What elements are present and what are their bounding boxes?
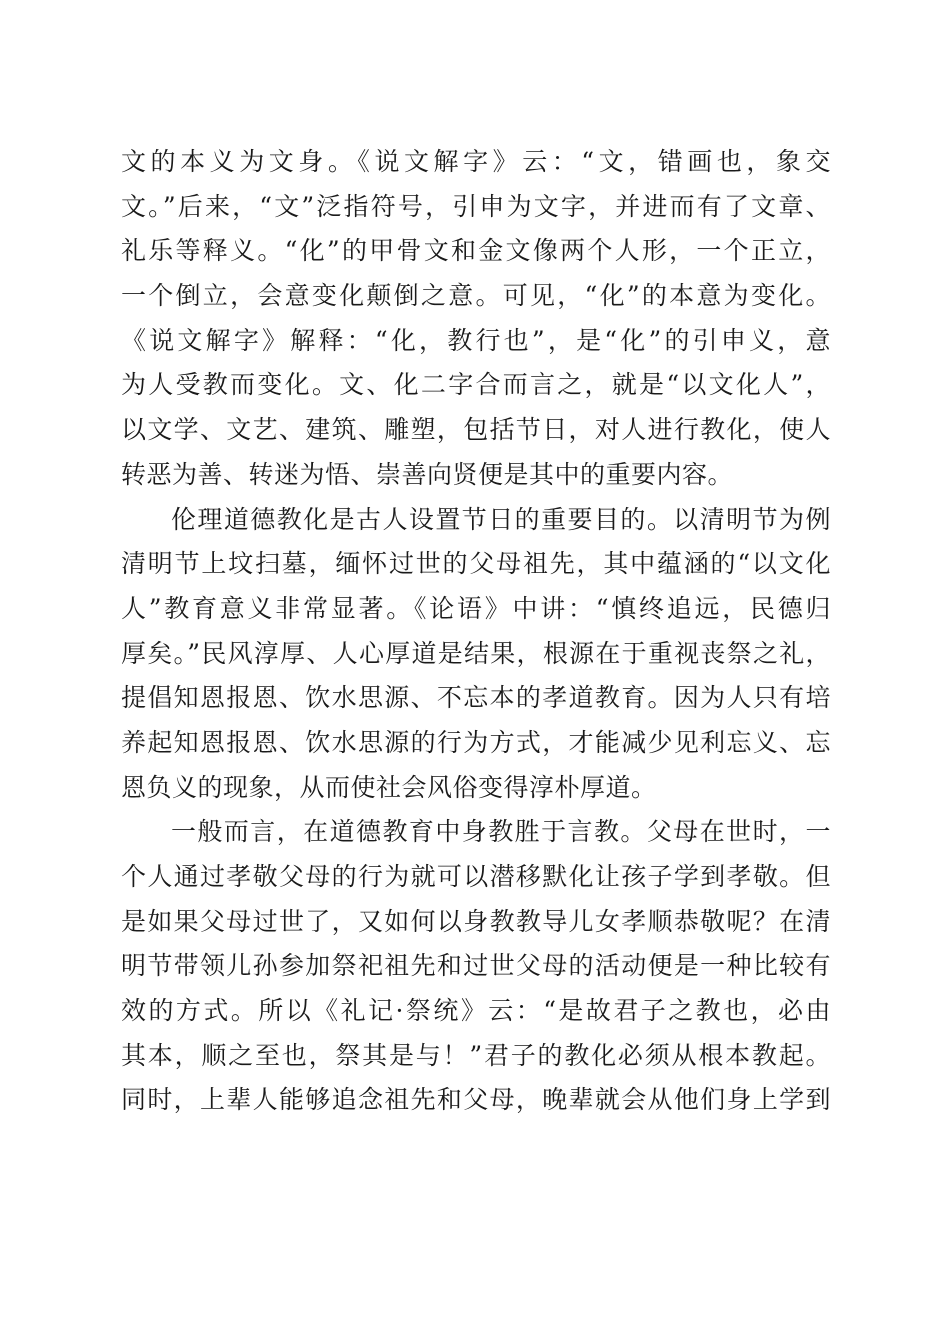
- text-line: 是如果父母过世了，又如何以身教教导儿女孝顺恭敬呢？在清: [121, 906, 831, 936]
- text-line: 一个倒立，会意变化颠倒之意。可见，“化”的本意为变化。: [121, 281, 831, 311]
- paragraph-start-line: 伦理道德教化是古人设置节日的重要目的。以清明节为例: [171, 504, 831, 534]
- text-line: 恩负义的现象，从而使社会风俗变得淳朴厚道。: [121, 772, 657, 802]
- text-line: 文。”后来，“文”泛指符号，引申为文字，并进而有了文章、: [121, 191, 831, 221]
- text-line: 礼乐等释义。“化”的甲骨文和金文像两个人形，一个正立，: [121, 236, 831, 266]
- text-line: 为人受教而变化。文、化二字合而言之，就是“以文化人”，: [121, 370, 831, 400]
- text-line: 厚矣。”民风淳厚、人心厚道是结果，根源在于重视丧祭之礼，: [121, 638, 831, 668]
- text-line: 效的方式。所以《礼记·祭统》云：“是故君子之教也，必由: [121, 996, 831, 1026]
- paragraph-start-line: 一般而言，在道德教育中身教胜于言教。父母在世时，一: [171, 817, 831, 847]
- body-text: [121, 140, 831, 1123]
- text-line: 个人通过孝敬父母的行为就可以潜移默化让孩子学到孝敬。但: [121, 862, 831, 891]
- text-line: 明节带领儿孙参加祭祀祖先和过世父母的活动便是一种比较有: [121, 951, 831, 981]
- text-line: 以文学、文艺、建筑、雕塑，包括节日，对人进行教化，使人: [121, 415, 831, 445]
- text-line: 同时，上辈人能够追念祖先和父母，晚辈就会从他们身上学到: [121, 1085, 831, 1115]
- text-line: 其本，顺之至也，祭其是与！”君子的教化必须从根本教起。: [121, 1040, 831, 1070]
- text-line: 转恶为善、转迷为悟、崇善向贤便是其中的重要内容。: [121, 459, 734, 489]
- text-line: 文的本义为文身。《说文解字》云：“文，错画也，象交: [121, 147, 831, 176]
- text-line: 人”教育意义非常显著。《论语》中讲：“慎终追远，民德归: [121, 593, 831, 623]
- text-line: 《说文解字》解释：“化，教行也”，是“化”的引申义，意: [121, 325, 831, 355]
- text-line: 清明节上坟扫墓，缅怀过世的父母祖先，其中蕴涵的“以文化: [121, 549, 831, 579]
- text-line: 养起知恩报恩、饮水思源的行为方式，才能减少见利忘义、忘: [121, 727, 831, 757]
- text-line: 提倡知恩报恩、饮水思源、不忘本的孝道教育。因为人只有培: [121, 683, 831, 713]
